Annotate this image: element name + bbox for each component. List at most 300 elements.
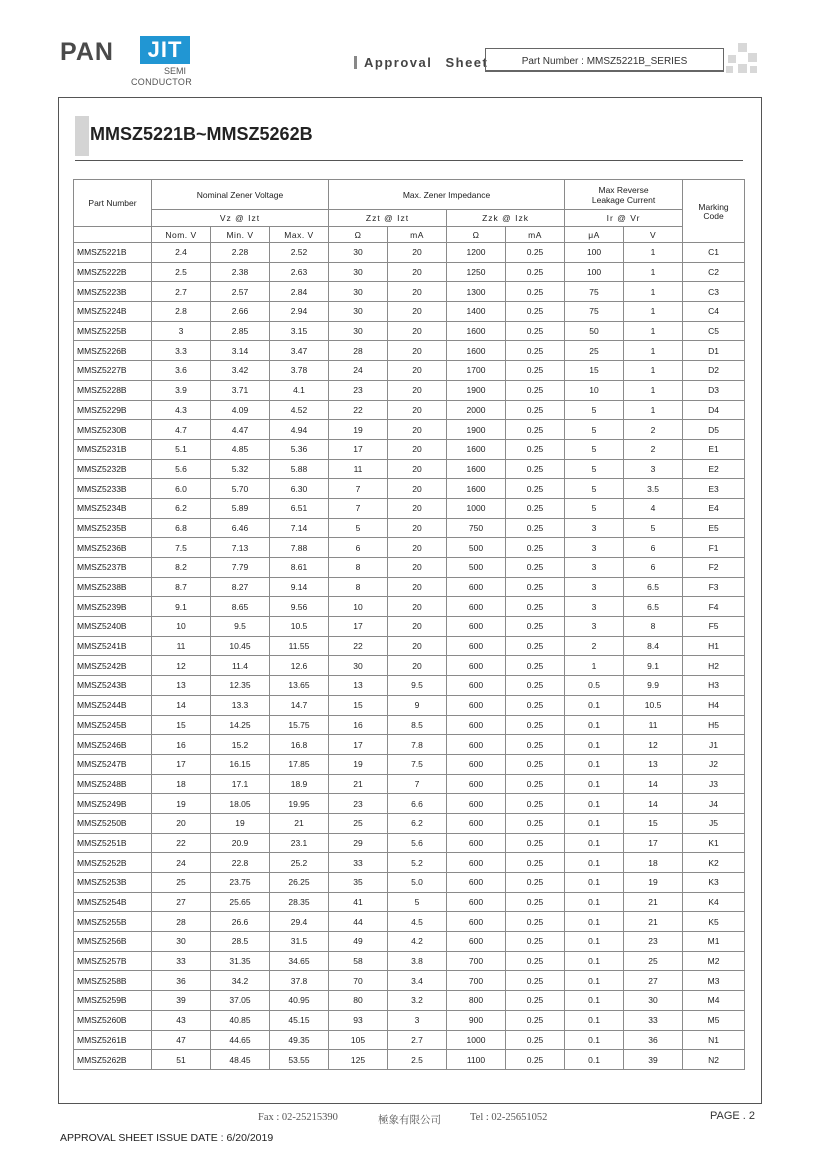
table-cell: E1 [683,439,745,459]
table-cell: 6 [624,538,683,558]
table-cell: K2 [683,853,745,873]
table-cell: J1 [683,735,745,755]
table-cell: 700 [447,951,506,971]
table-cell: 13.65 [270,676,329,696]
table-cell: 0.25 [506,754,565,774]
table-cell: 35 [329,873,388,893]
table-cell: 28 [329,341,388,361]
table-cell: 20 [152,813,211,833]
table-cell: 8 [624,617,683,637]
table-cell: 20 [388,243,447,263]
table-cell: 2000 [447,400,506,420]
table-cell: 900 [447,1010,506,1030]
table-cell: 3.14 [211,341,270,361]
table-cell: 5.70 [211,479,270,499]
th-unit: μA [565,227,624,243]
table-cell: 8.27 [211,577,270,597]
table-cell: 23 [329,794,388,814]
table-cell: 12.35 [211,676,270,696]
table-cell: 5 [565,479,624,499]
table-cell: M4 [683,991,745,1011]
table-cell: 5 [624,518,683,538]
table-cell: 22 [329,400,388,420]
table-cell: 0.25 [506,380,565,400]
table-cell: 31.35 [211,951,270,971]
table-cell: 0.25 [506,617,565,637]
table-cell: 36 [152,971,211,991]
table-cell: 0.1 [565,853,624,873]
cell-part-number: MMSZ5244B [74,695,152,715]
table-cell: 10.45 [211,636,270,656]
table-cell: 8 [329,558,388,578]
table-cell: 28.35 [270,892,329,912]
table-cell: 34.65 [270,951,329,971]
table-cell: 500 [447,538,506,558]
title-rule [75,160,743,161]
table-row [74,459,745,479]
table-cell: 1700 [447,361,506,381]
table-cell: J5 [683,813,745,833]
table-cell: 6.51 [270,498,329,518]
table-cell: 20 [388,518,447,538]
table-cell: 0.25 [506,1010,565,1030]
table-cell: F1 [683,538,745,558]
table-cell: 9.56 [270,597,329,617]
table-cell: 20 [388,656,447,676]
table-cell: 17.1 [211,774,270,794]
table-cell: 3 [565,518,624,538]
table-cell: 8.65 [211,597,270,617]
th-part-number: Part Number [74,180,152,227]
table-cell: 20 [388,321,447,341]
cell-part-number: MMSZ5245B [74,715,152,735]
table-cell: 3.8 [388,951,447,971]
cell-part-number: MMSZ5256B [74,932,152,952]
table-cell: 1 [624,262,683,282]
table-cell: H4 [683,695,745,715]
table-cell: 2 [624,420,683,440]
table-cell: 7.79 [211,558,270,578]
table-row [74,538,745,558]
table-cell: 21 [624,912,683,932]
table-cell: 3.9 [152,380,211,400]
table-cell: 3.6 [152,361,211,381]
table-cell: 20 [388,262,447,282]
table-cell: 15.2 [211,735,270,755]
th-leakage-line2: Leakage Current [591,194,656,205]
table-cell: N1 [683,1030,745,1050]
table-cell: E4 [683,498,745,518]
table-cell: 125 [329,1050,388,1070]
table-cell: 0.25 [506,341,565,361]
cell-part-number: MMSZ5255B [74,912,152,932]
table-cell: 0.25 [506,439,565,459]
table-cell: 18 [624,853,683,873]
table-cell: H2 [683,656,745,676]
table-cell: 30 [329,321,388,341]
table-cell: 1000 [447,1030,506,1050]
table-cell: 0.1 [565,833,624,853]
table-cell: 2.7 [388,1030,447,1050]
table-cell: 4.09 [211,400,270,420]
table-cell: 0.25 [506,695,565,715]
th-unit: Min. V [211,227,270,243]
table-cell: 600 [447,873,506,893]
table-cell: 1600 [447,459,506,479]
th-leakage-line1: Max Reverse [598,184,649,195]
table-cell: 25 [329,813,388,833]
table-row [74,951,745,971]
table-cell: 1 [624,361,683,381]
table-row [74,636,745,656]
table-cell: J3 [683,774,745,794]
table-cell: 3 [152,321,211,341]
table-cell: 1 [624,243,683,263]
table-cell: 18.05 [211,794,270,814]
table-cell: 0.25 [506,794,565,814]
table-cell: 2 [624,439,683,459]
table-row [74,597,745,617]
table-cell: 2.57 [211,282,270,302]
table-cell: 0.25 [506,518,565,538]
table-cell: 17 [624,833,683,853]
table-cell: 6 [329,538,388,558]
table-cell: 600 [447,774,506,794]
table-cell: 0.25 [506,262,565,282]
table-cell: 20 [388,577,447,597]
cell-part-number: MMSZ5225B [74,321,152,341]
table-cell: 20.9 [211,833,270,853]
table-cell: 2.4 [152,243,211,263]
table-cell: F2 [683,558,745,578]
table-cell: J4 [683,794,745,814]
table-cell: 33 [624,1010,683,1030]
table-cell: 0.1 [565,1050,624,1070]
table-cell: 6.5 [624,577,683,597]
table-cell: D5 [683,420,745,440]
table-cell: 1000 [447,498,506,518]
table-cell: E3 [683,479,745,499]
table-row [74,617,745,637]
table-cell: 21 [624,892,683,912]
table-cell: 0.25 [506,361,565,381]
table-row [74,400,745,420]
table-cell: 44 [329,912,388,932]
table-cell: 29.4 [270,912,329,932]
table-row [74,754,745,774]
table-cell: F5 [683,617,745,637]
table-cell: K5 [683,912,745,932]
table-cell: 600 [447,676,506,696]
table-cell: 23.1 [270,833,329,853]
cell-part-number: MMSZ5258B [74,971,152,991]
table-row [74,498,745,518]
table-cell: 26.25 [270,873,329,893]
table-cell: 16.8 [270,735,329,755]
table-cell: 600 [447,577,506,597]
table-cell: 7.5 [152,538,211,558]
table-cell: 2.85 [211,321,270,341]
table-cell: 20 [388,282,447,302]
table-cell: 16 [152,735,211,755]
table-cell: 600 [447,695,506,715]
table-cell: 0.25 [506,853,565,873]
table-cell: 14 [624,794,683,814]
table-cell: 0.25 [506,243,565,263]
table-cell: 22 [329,636,388,656]
table-cell: 5 [565,420,624,440]
table-cell: 0.25 [506,912,565,932]
table-row [74,873,745,893]
table-cell: 41 [329,892,388,912]
table-cell: 16 [329,715,388,735]
table-cell: 15 [152,715,211,735]
table-cell: 7.14 [270,518,329,538]
table-cell: 8 [329,577,388,597]
table-row [74,518,745,538]
approval-bar-mark [354,56,357,69]
table-cell: 5.6 [152,459,211,479]
cell-part-number: MMSZ5253B [74,873,152,893]
table-cell: D4 [683,400,745,420]
table-cell: 3.42 [211,361,270,381]
table-cell: 6.6 [388,794,447,814]
table-row [74,282,745,302]
table-header-row [74,210,745,227]
page-title: MMSZ5221B~MMSZ5262B [90,124,313,144]
table-cell: 75 [565,282,624,302]
th-ir-condition: Ir @ Vr [565,210,683,227]
table-row [74,932,745,952]
cell-part-number: MMSZ5230B [74,420,152,440]
table-cell: 24 [329,361,388,381]
table-cell: 11 [329,459,388,479]
cell-part-number: MMSZ5251B [74,833,152,853]
table-cell: 600 [447,715,506,735]
cell-part-number: MMSZ5224B [74,302,152,322]
table-cell: 5.88 [270,459,329,479]
table-cell: 600 [447,853,506,873]
table-cell: 47 [152,1030,211,1050]
th-marking-line1: Marking [698,201,729,212]
table-cell: 20 [388,498,447,518]
table-row [74,715,745,735]
table-cell: 2.84 [270,282,329,302]
table-cell: 0.25 [506,873,565,893]
table-cell: 20 [388,538,447,558]
table-cell: 600 [447,892,506,912]
table-cell: 1600 [447,341,506,361]
table-cell: 17.85 [270,754,329,774]
table-cell: 1200 [447,243,506,263]
table-cell: 9.5 [211,617,270,637]
table-cell: F3 [683,577,745,597]
table-cell: 0.25 [506,971,565,991]
table-cell: 6.30 [270,479,329,499]
th-zzt-condition: Zzt @ Izt [329,210,447,227]
table-cell: 5 [565,459,624,479]
cell-part-number: MMSZ5236B [74,538,152,558]
table-cell: 5 [565,439,624,459]
table-cell: 20 [388,400,447,420]
cell-part-number: MMSZ5241B [74,636,152,656]
table-cell: 39 [624,1050,683,1070]
table-cell: 13 [624,754,683,774]
table-cell: 100 [565,243,624,263]
table-cell: E2 [683,459,745,479]
table-cell: 1 [624,380,683,400]
table-cell: 500 [447,558,506,578]
table-cell: 2.66 [211,302,270,322]
table-cell: 3.5 [624,479,683,499]
table-cell: 23 [329,380,388,400]
cell-part-number: MMSZ5257B [74,951,152,971]
table-cell: 5 [565,498,624,518]
table-cell: 51 [152,1050,211,1070]
table-cell: 12.6 [270,656,329,676]
table-cell: 22.8 [211,853,270,873]
th-unit: Ω [329,227,388,243]
cell-part-number: MMSZ5227B [74,361,152,381]
table-cell: 3.71 [211,380,270,400]
table-cell: 14.25 [211,715,270,735]
table-cell: 9 [388,695,447,715]
table-cell: 1 [624,400,683,420]
table-cell: 0.25 [506,833,565,853]
table-row [74,735,745,755]
table-cell: 0.25 [506,459,565,479]
table-row [74,813,745,833]
table-cell: 0.1 [565,715,624,735]
table-cell: 21 [329,774,388,794]
table-cell: 13.3 [211,695,270,715]
table-row [74,439,745,459]
cell-part-number: MMSZ5223B [74,282,152,302]
table-cell: 31.5 [270,932,329,952]
approval-sheet-label: Approval Sheet [364,55,489,70]
table-cell: 20 [388,558,447,578]
table-cell: 4.3 [152,400,211,420]
table-cell: 105 [329,1030,388,1050]
cell-part-number: MMSZ5229B [74,400,152,420]
table-cell: D3 [683,380,745,400]
table-header-row [74,180,745,210]
table-cell: 20 [388,341,447,361]
table-row [74,1010,745,1030]
th-unit: Max. V [270,227,329,243]
table-cell: 30 [329,656,388,676]
table-cell: 2.8 [152,302,211,322]
table-cell: 6.2 [152,498,211,518]
table-row [74,1050,745,1070]
table-cell: H3 [683,676,745,696]
table-cell: H1 [683,636,745,656]
table-row [74,420,745,440]
table-cell: E5 [683,518,745,538]
th-zzk-condition: Zzk @ Izk [447,210,565,227]
table-cell: 16.15 [211,754,270,774]
table-cell: 750 [447,518,506,538]
table-cell: 19 [329,754,388,774]
table-cell: 15.75 [270,715,329,735]
cell-part-number: MMSZ5234B [74,498,152,518]
table-cell: 25 [624,951,683,971]
table-row [74,361,745,381]
th-marking-code [683,180,745,243]
table-cell: 53.55 [270,1050,329,1070]
table-cell: 0.25 [506,597,565,617]
table-cell: 10.5 [624,695,683,715]
table-cell: 10 [152,617,211,637]
table-cell: 0.1 [565,892,624,912]
table-cell: 3 [565,558,624,578]
table-cell: 20 [388,439,447,459]
table-cell: C3 [683,282,745,302]
table-cell: 600 [447,636,506,656]
table-cell: 49.35 [270,1030,329,1050]
table-cell: 17 [152,754,211,774]
table-cell: 6.8 [152,518,211,538]
cell-part-number: MMSZ5221B [74,243,152,263]
table-cell: 21 [270,813,329,833]
footer-company: 極象有限公司 [378,1115,441,1126]
table-cell: 0.25 [506,991,565,1011]
table-cell: 0.25 [506,498,565,518]
th-unit: Nom. V [152,227,211,243]
table-cell: 25 [152,873,211,893]
table-cell: 0.25 [506,676,565,696]
table-cell: 27 [152,892,211,912]
logo-conductor-text: CONDUCTOR [131,77,193,87]
table-cell: 17 [329,617,388,637]
page-number: PAGE . 2 [710,1110,756,1122]
table-cell: 0.25 [506,400,565,420]
cell-part-number: MMSZ5260B [74,1010,152,1030]
table-cell: 3 [565,617,624,637]
table-cell: 50 [565,321,624,341]
cell-part-number: MMSZ5232B [74,459,152,479]
table-cell: 19 [152,794,211,814]
table-cell: 4.2 [388,932,447,952]
table-cell: 9.1 [152,597,211,617]
table-cell: 6.2 [388,813,447,833]
table-cell: 0.25 [506,282,565,302]
table-cell: 0.25 [506,479,565,499]
table-cell: 5.32 [211,459,270,479]
table-cell: 0.1 [565,873,624,893]
table-cell: 70 [329,971,388,991]
table-cell: 30 [329,282,388,302]
table-cell: 1300 [447,282,506,302]
table-cell: 12 [624,735,683,755]
table-cell: 5 [388,892,447,912]
table-cell: 0.25 [506,1050,565,1070]
table-cell: 0.1 [565,991,624,1011]
table-cell: K4 [683,892,745,912]
table-cell: 1600 [447,321,506,341]
table-cell: 20 [388,361,447,381]
table-cell: K3 [683,873,745,893]
logo-jit-text: JIT [140,36,190,64]
table-cell: 2 [565,636,624,656]
table-cell: 19 [329,420,388,440]
table-cell: 600 [447,833,506,853]
table-cell: 30 [329,262,388,282]
table-cell: F4 [683,597,745,617]
table-row [74,676,745,696]
th-leakage-group [565,180,683,210]
table-cell: 7.8 [388,735,447,755]
